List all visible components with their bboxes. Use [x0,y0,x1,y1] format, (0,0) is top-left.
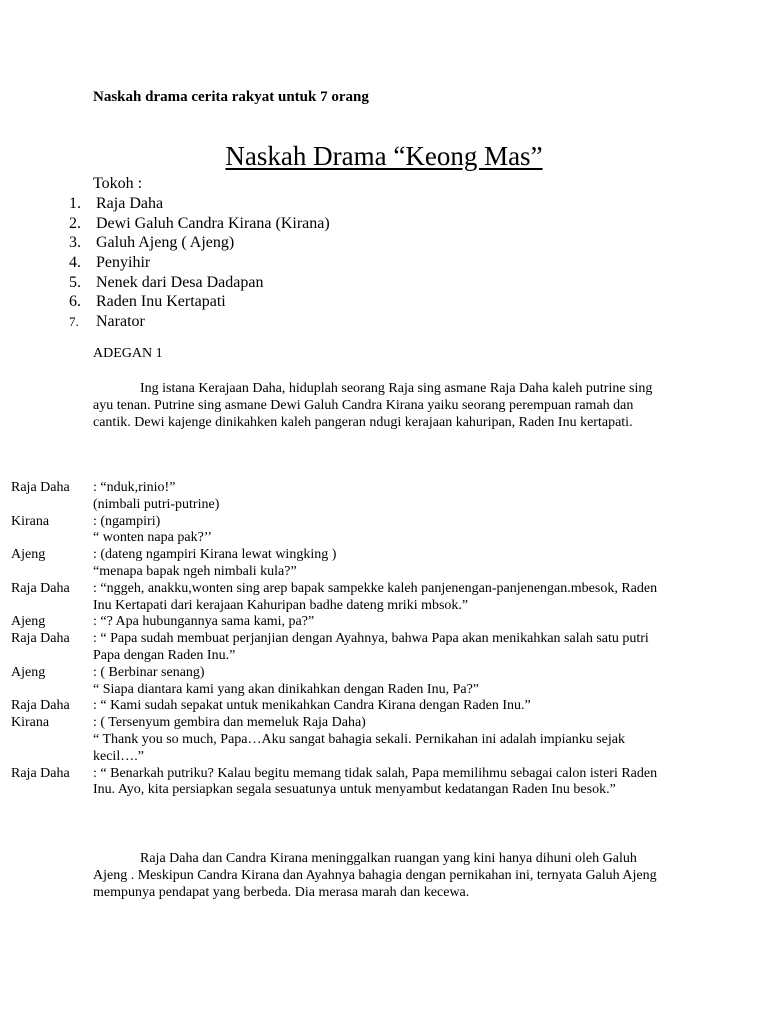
dialogue-line [0,682,768,699]
dialogue-line [0,514,768,531]
cast-heading: Tokoh : [93,175,143,192]
dialogue-line [0,547,768,564]
cast-name: Raden Inu Kertapati [96,293,226,311]
dialogue-line [0,614,768,631]
dialogue-line [0,698,768,715]
dialogue-text: “ Siapa diantara kami yang akan dinikahkan dengan Raden Inu, Pa?” [93,681,480,697]
dialogue-text: “menapa bapak ngeh nimbali kula?” [93,563,297,579]
cast-name: Narator [96,313,145,331]
narration-text: Ing istana Kerajaan Daha, hiduplah seorang Raja sing asmane Raja Daha kaleh putrine sing ayu tenan. Putrine sing asmane Dewi Galuh Candra Kirana yaiku seorang perempuan ramah dan cantik. Dewi kajenge dinikahken kaleh pangeran ndugi kerajaan kahuripan, Raden Inu kertapati. [93,381,653,430]
cast-number: 4. [69,254,81,272]
dialogue-text: “ Thank you so much, Papa…Aku sangat bahagia sekali. Pernikahan ini adalah impianku sejak kecil….” [93,731,625,764]
dialogue-text: : “ Kami sudah sepakat untuk menikahkan Candra Kirana dengan Raden Inu.” [93,698,531,714]
dialogue-line [0,631,768,665]
speaker-name: Ajeng [11,664,46,680]
speaker-name: Ajeng [11,547,46,563]
cast-number: 1. [69,195,81,212]
dialogue-text: : “ Benarkah putriku? Kalau begitu memang tidak salah, Papa memilihmu sebagai calon isteri Raden Inu. Ayo, kita persiapkan segala sesuatunya untuk menyambut kedatangan Raden Inu besok.” [93,765,658,798]
dialogue-line [0,581,768,615]
dialogue-line [0,732,768,766]
dialogue-line [0,480,768,497]
cast-number: 5. [69,273,81,291]
speaker-name: Raja Daha [11,698,70,714]
dialogue-text: : “nduk,rinio!” [93,480,176,495]
dialogue-text: (nimbali putri-putrine) [93,496,220,512]
cast-number: 3. [69,234,81,252]
dialogue-text: : ( Berbinar senang) [93,664,205,680]
document-subtitle: Naskah drama cerita rakyat untuk 7 orang [93,89,369,105]
cast-number: 6. [69,293,81,311]
cast-name: Galuh Ajeng ( Ajeng) [96,234,235,252]
narration-paragraph [93,380,673,431]
speaker-name: Kirana [11,715,50,731]
dialogue-text: : (dateng ngampiri Kirana lewat wingking ) [93,547,337,563]
cast-name: Raja Daha [96,195,164,212]
speaker-name: Raja Daha [11,631,70,647]
speaker-name: Ajeng [11,614,46,630]
narration-paragraph [93,850,673,901]
document-title-text: Naskah Drama “Keong Mas” [225,141,543,171]
document-title [0,141,768,172]
dialogue-line [0,497,768,514]
dialogue-block [0,480,768,799]
speaker-name: Kirana [11,513,50,529]
speaker-name: Raja Daha [11,765,70,781]
dialogue-line [0,665,768,682]
narration-text: Raja Daha dan Candra Kirana meninggalkan ruangan yang kini hanya dihuni oleh Galuh Ajeng . Meskipun Candra Kirana dan Ayahnya bahagia dengan pernikahan ini, ternyata Galuh Ajeng mempunya pendapat yang berbeda. Dia merasa marah dan kecewa. [93,851,657,900]
dialogue-text: : “nggeh, anakku,wonten sing arep bapak sampekke kaleh panjenengan-panjenengan.mbesok, Raden Inu Kertapati dari kerajaan Kahuripan badhe dateng mriki mbsok.” [93,580,658,613]
speaker-name: Raja Daha [11,480,70,495]
speaker-name: Raja Daha [11,580,70,596]
dialogue-line [0,766,768,800]
dialogue-line [0,530,768,547]
dialogue-line [0,564,768,581]
dialogue-line [0,715,768,732]
dialogue-text: : “? Apa hubungannya sama kami, pa?” [93,614,315,630]
dialogue-text: : (ngampiri) [93,513,161,529]
dialogue-text: “ wonten napa pak?’’ [93,530,213,546]
dialogue-text: : “ Papa sudah membuat perjanjian dengan Ayahnya, bahwa Papa akan menikahkan salah satu putri Papa dengan Raden Inu.” [93,631,649,663]
cast-name: Penyihir [96,254,151,272]
cast-number: 2. [69,214,81,232]
scene-heading: ADEGAN 1 [93,346,163,361]
cast-name: Dewi Galuh Candra Kirana (Kirana) [96,214,330,232]
dialogue-text: : ( Tersenyum gembira dan memeluk Raja Daha) [93,715,366,731]
cast-number: 7. [69,314,79,330]
cast-name: Nenek dari Desa Dadapan [96,273,264,291]
